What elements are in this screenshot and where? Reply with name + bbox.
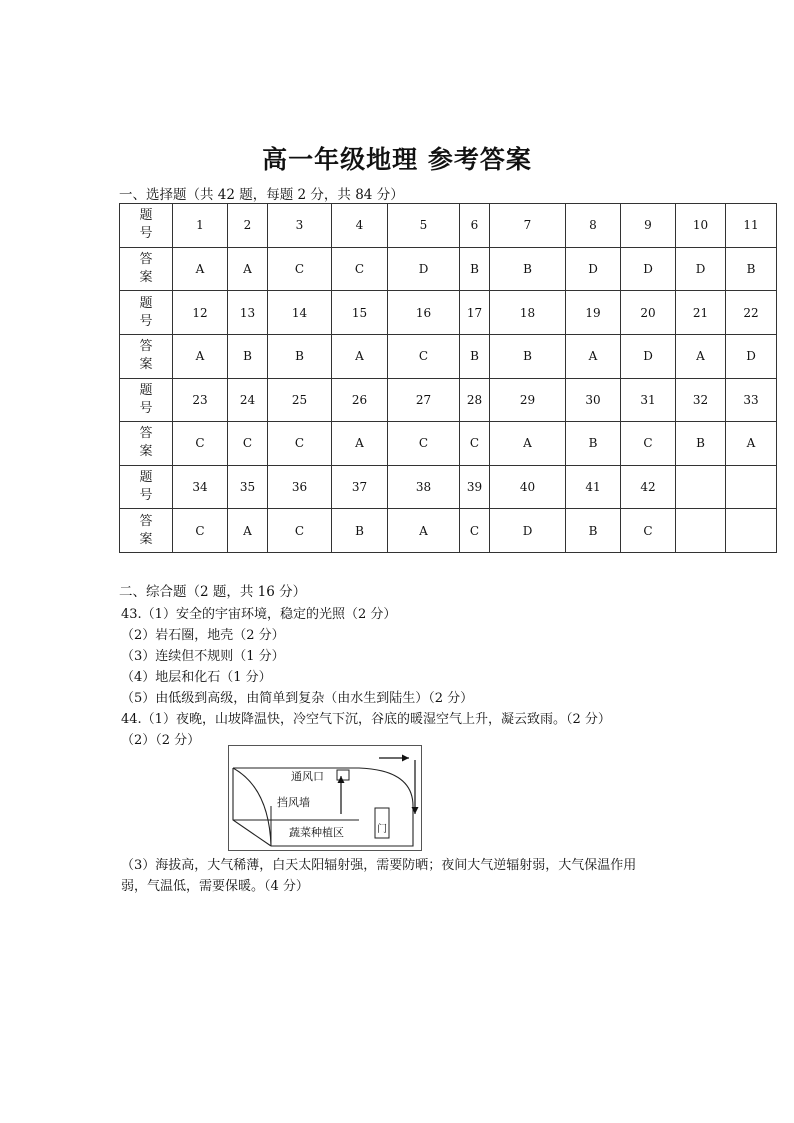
answer-row bbox=[120, 422, 777, 466]
question-number-cell: 39 bbox=[460, 465, 490, 509]
answer-line: 弱，气温低，需要保暖。（4 分） bbox=[121, 879, 309, 894]
question-number-cell: 33 bbox=[726, 378, 777, 422]
answer-cell: D bbox=[726, 334, 777, 378]
question-number-cell: 35 bbox=[228, 465, 268, 509]
row-label-answer-char: 案 bbox=[139, 531, 153, 547]
answer-cell: D bbox=[676, 247, 726, 291]
question-number-cell: 8 bbox=[566, 204, 621, 248]
answer-cell: D bbox=[621, 247, 676, 291]
row-label-answer-char: 答 bbox=[139, 339, 153, 355]
answer-cell: A bbox=[388, 509, 460, 553]
row-label-answer-char: 答 bbox=[139, 513, 153, 529]
question-number-cell: 14 bbox=[268, 291, 332, 335]
question-number-cell: 4 bbox=[332, 204, 388, 248]
answer-cell: A bbox=[676, 334, 726, 378]
answer-cell: B bbox=[460, 247, 490, 291]
row-label-number-char: 题 bbox=[139, 295, 153, 311]
question-number-cell: 36 bbox=[268, 465, 332, 509]
answer-line: 43.（1）安全的宇宙环境，稳定的光照（2 分） bbox=[121, 607, 397, 622]
answer-line: （4）地层和化石（1 分） bbox=[121, 670, 272, 685]
row-label-answer-char: 案 bbox=[139, 269, 153, 285]
answer-cell: C bbox=[228, 422, 268, 466]
answer-cell: A bbox=[173, 247, 228, 291]
question-number-cell: 40 bbox=[490, 465, 566, 509]
answer-table bbox=[119, 203, 777, 553]
question-number-cell: 19 bbox=[566, 291, 621, 335]
question-number-cell: 29 bbox=[490, 378, 566, 422]
answer-cell: C bbox=[460, 422, 490, 466]
answer-cell: B bbox=[726, 247, 777, 291]
question-number-cell: 22 bbox=[726, 291, 777, 335]
row-label-number-char: 题 bbox=[139, 382, 153, 398]
answer-line: 44.（1）夜晚，山坡降温快，冷空气下沉，谷底的暖湿空气上升，凝云致雨。（2 分） bbox=[121, 712, 611, 727]
question-number-cell: 16 bbox=[388, 291, 460, 335]
answer-cell: C bbox=[173, 422, 228, 466]
question-number-cell: 15 bbox=[332, 291, 388, 335]
answer-cell: A bbox=[332, 422, 388, 466]
row-label-answer-char: 案 bbox=[139, 444, 153, 460]
row-label-answer bbox=[120, 422, 173, 466]
question-number-cell: 38 bbox=[388, 465, 460, 509]
answer-line: （3）海拔高，大气稀薄，白天太阳辐射强，需要防晒；夜间大气逆辐射弱，大气保温作用 bbox=[121, 858, 637, 873]
answer-cell: C bbox=[621, 422, 676, 466]
question-number-cell: 26 bbox=[332, 378, 388, 422]
row-label-answer bbox=[120, 509, 173, 553]
greenhouse-diagram bbox=[228, 745, 422, 851]
question-number-cell: 41 bbox=[566, 465, 621, 509]
question-number-cell: 13 bbox=[228, 291, 268, 335]
question-number-cell: 7 bbox=[490, 204, 566, 248]
row-label-number-char: 题 bbox=[139, 208, 153, 224]
answer-cell bbox=[676, 509, 726, 553]
answer-cell: A bbox=[332, 334, 388, 378]
answer-cell bbox=[726, 509, 777, 553]
question-number-cell: 2 bbox=[228, 204, 268, 248]
section-heading-comprehensive: 二、综合题（2 题，共 16 分） bbox=[119, 584, 307, 600]
row-label-number bbox=[120, 291, 173, 335]
question-number-cell: 23 bbox=[173, 378, 228, 422]
question-number-cell: 27 bbox=[388, 378, 460, 422]
answer-cell: B bbox=[332, 509, 388, 553]
answer-cell: C bbox=[332, 247, 388, 291]
answer-cell: A bbox=[173, 334, 228, 378]
answer-cell: B bbox=[490, 247, 566, 291]
answer-cell: A bbox=[566, 334, 621, 378]
answer-cell: A bbox=[228, 509, 268, 553]
question-number-row bbox=[120, 378, 777, 422]
question-number-cell bbox=[726, 465, 777, 509]
row-label-answer-char: 答 bbox=[139, 251, 153, 267]
vent-label: 通风口 bbox=[291, 770, 324, 783]
answer-row bbox=[120, 247, 777, 291]
question-number-cell: 30 bbox=[566, 378, 621, 422]
answer-cell: B bbox=[490, 334, 566, 378]
answer-cell: C bbox=[621, 509, 676, 553]
answer-cell: B bbox=[228, 334, 268, 378]
question-number-cell: 21 bbox=[676, 291, 726, 335]
question-number-cell: 10 bbox=[676, 204, 726, 248]
row-label-number-char: 号 bbox=[139, 313, 153, 329]
answer-cell: A bbox=[490, 422, 566, 466]
question-number-cell: 5 bbox=[388, 204, 460, 248]
answer-row bbox=[120, 509, 777, 553]
answer-cell: A bbox=[228, 247, 268, 291]
question-number-cell bbox=[676, 465, 726, 509]
question-number-cell: 25 bbox=[268, 378, 332, 422]
row-label-number-char: 号 bbox=[139, 226, 153, 242]
question-number-cell: 34 bbox=[173, 465, 228, 509]
question-number-cell: 3 bbox=[268, 204, 332, 248]
answer-cell: C bbox=[268, 247, 332, 291]
answer-cell: D bbox=[566, 247, 621, 291]
question-number-cell: 6 bbox=[460, 204, 490, 248]
row-label-number-char: 号 bbox=[139, 400, 153, 416]
answer-cell: C bbox=[173, 509, 228, 553]
answer-cell: D bbox=[388, 247, 460, 291]
answer-cell: C bbox=[460, 509, 490, 553]
row-label-answer bbox=[120, 247, 173, 291]
question-number-cell: 32 bbox=[676, 378, 726, 422]
question-number-cell: 20 bbox=[621, 291, 676, 335]
answer-cell: B bbox=[676, 422, 726, 466]
row-label-number bbox=[120, 378, 173, 422]
question-number-cell: 1 bbox=[173, 204, 228, 248]
answer-cell: C bbox=[268, 509, 332, 553]
answer-line: （3）连续但不规则（1 分） bbox=[121, 649, 285, 664]
question-number-cell: 28 bbox=[460, 378, 490, 422]
row-label-number bbox=[120, 465, 173, 509]
answer-line: （2）岩石圈，地壳（2 分） bbox=[121, 628, 285, 643]
answer-cell: B bbox=[566, 422, 621, 466]
question-number-cell: 18 bbox=[490, 291, 566, 335]
page-title: 高一年级地理 参考答案 bbox=[262, 145, 532, 174]
answer-cell: B bbox=[566, 509, 621, 553]
question-number-cell: 17 bbox=[460, 291, 490, 335]
row-label-number bbox=[120, 204, 173, 248]
section-heading-choice: 一、选择题（共 42 题，每题 2 分，共 84 分） bbox=[119, 187, 404, 203]
answer-line: （5）由低级到高级，由简单到复杂（由水生到陆生）（2 分） bbox=[121, 691, 474, 706]
answer-cell: A bbox=[726, 422, 777, 466]
question-number-row bbox=[120, 291, 777, 335]
question-number-row bbox=[120, 204, 777, 248]
vent-shape bbox=[337, 770, 349, 780]
answer-cell: D bbox=[621, 334, 676, 378]
answer-cell: C bbox=[268, 422, 332, 466]
answer-cell: C bbox=[388, 334, 460, 378]
row-label-number-char: 号 bbox=[139, 488, 153, 504]
question-number-cell: 9 bbox=[621, 204, 676, 248]
answer-cell: D bbox=[490, 509, 566, 553]
question-number-cell: 12 bbox=[173, 291, 228, 335]
answer-cell: B bbox=[460, 334, 490, 378]
row-label-answer-char: 案 bbox=[139, 357, 153, 373]
question-number-cell: 42 bbox=[621, 465, 676, 509]
area-label: 蔬菜种植区 bbox=[289, 826, 344, 839]
answer-cell: B bbox=[268, 334, 332, 378]
row-label-answer bbox=[120, 334, 173, 378]
answer-line: （2）（2 分） bbox=[121, 733, 201, 748]
question-number-cell: 11 bbox=[726, 204, 777, 248]
question-number-cell: 24 bbox=[228, 378, 268, 422]
row-label-number-char: 题 bbox=[139, 470, 153, 486]
door-label: 门 bbox=[377, 824, 387, 835]
answer-row bbox=[120, 334, 777, 378]
question-number-cell: 37 bbox=[332, 465, 388, 509]
wall-label: 挡风墙 bbox=[277, 796, 310, 809]
row-label-answer-char: 答 bbox=[139, 426, 153, 442]
question-number-cell: 31 bbox=[621, 378, 676, 422]
answer-cell: C bbox=[388, 422, 460, 466]
question-number-row bbox=[120, 465, 777, 509]
